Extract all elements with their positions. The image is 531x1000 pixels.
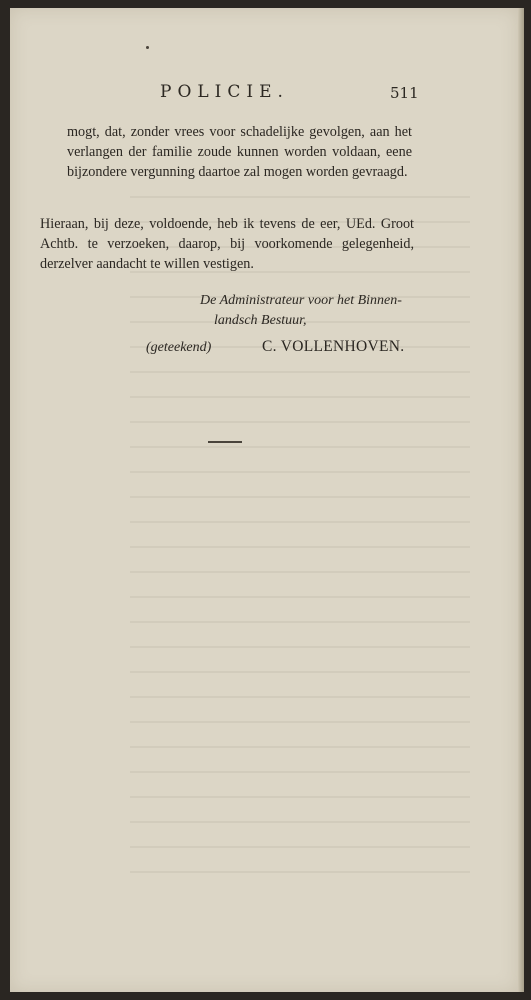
running-header bbox=[10, 82, 518, 106]
signer-name: C. VOLLENHOVEN. bbox=[262, 338, 405, 355]
ink-speck bbox=[146, 46, 149, 49]
book-page bbox=[10, 8, 518, 992]
signatory-title bbox=[200, 291, 430, 331]
signed-label: (geteekend) bbox=[146, 340, 212, 355]
bleed-through-text bbox=[130, 178, 470, 878]
page-number: 511 bbox=[390, 84, 419, 102]
running-title: POLICIE. bbox=[160, 82, 289, 102]
signatory-title-line-1: De Administrateur voor het Binnen- bbox=[200, 293, 402, 308]
page-edge bbox=[518, 8, 524, 992]
signatory-title-line-2: landsch Bestuur, bbox=[214, 313, 307, 328]
paragraph-2: Hieraan, bij deze, voldoende, heb ik tevens de eer, UEd. Groot Achtb. te verzoeken, daarop, bij voorkomende gelegenheid, derzelver aandacht te willen vestigen. bbox=[40, 216, 414, 272]
section-rule bbox=[208, 441, 242, 443]
paragraph-1: mogt, dat, zonder vrees voor schadelijke gevolgen, aan het verlangen der familie zoude kunnen worden voldaan, eene bijzondere vergunning daartoe zal mogen worden gevraagd. bbox=[67, 124, 412, 180]
